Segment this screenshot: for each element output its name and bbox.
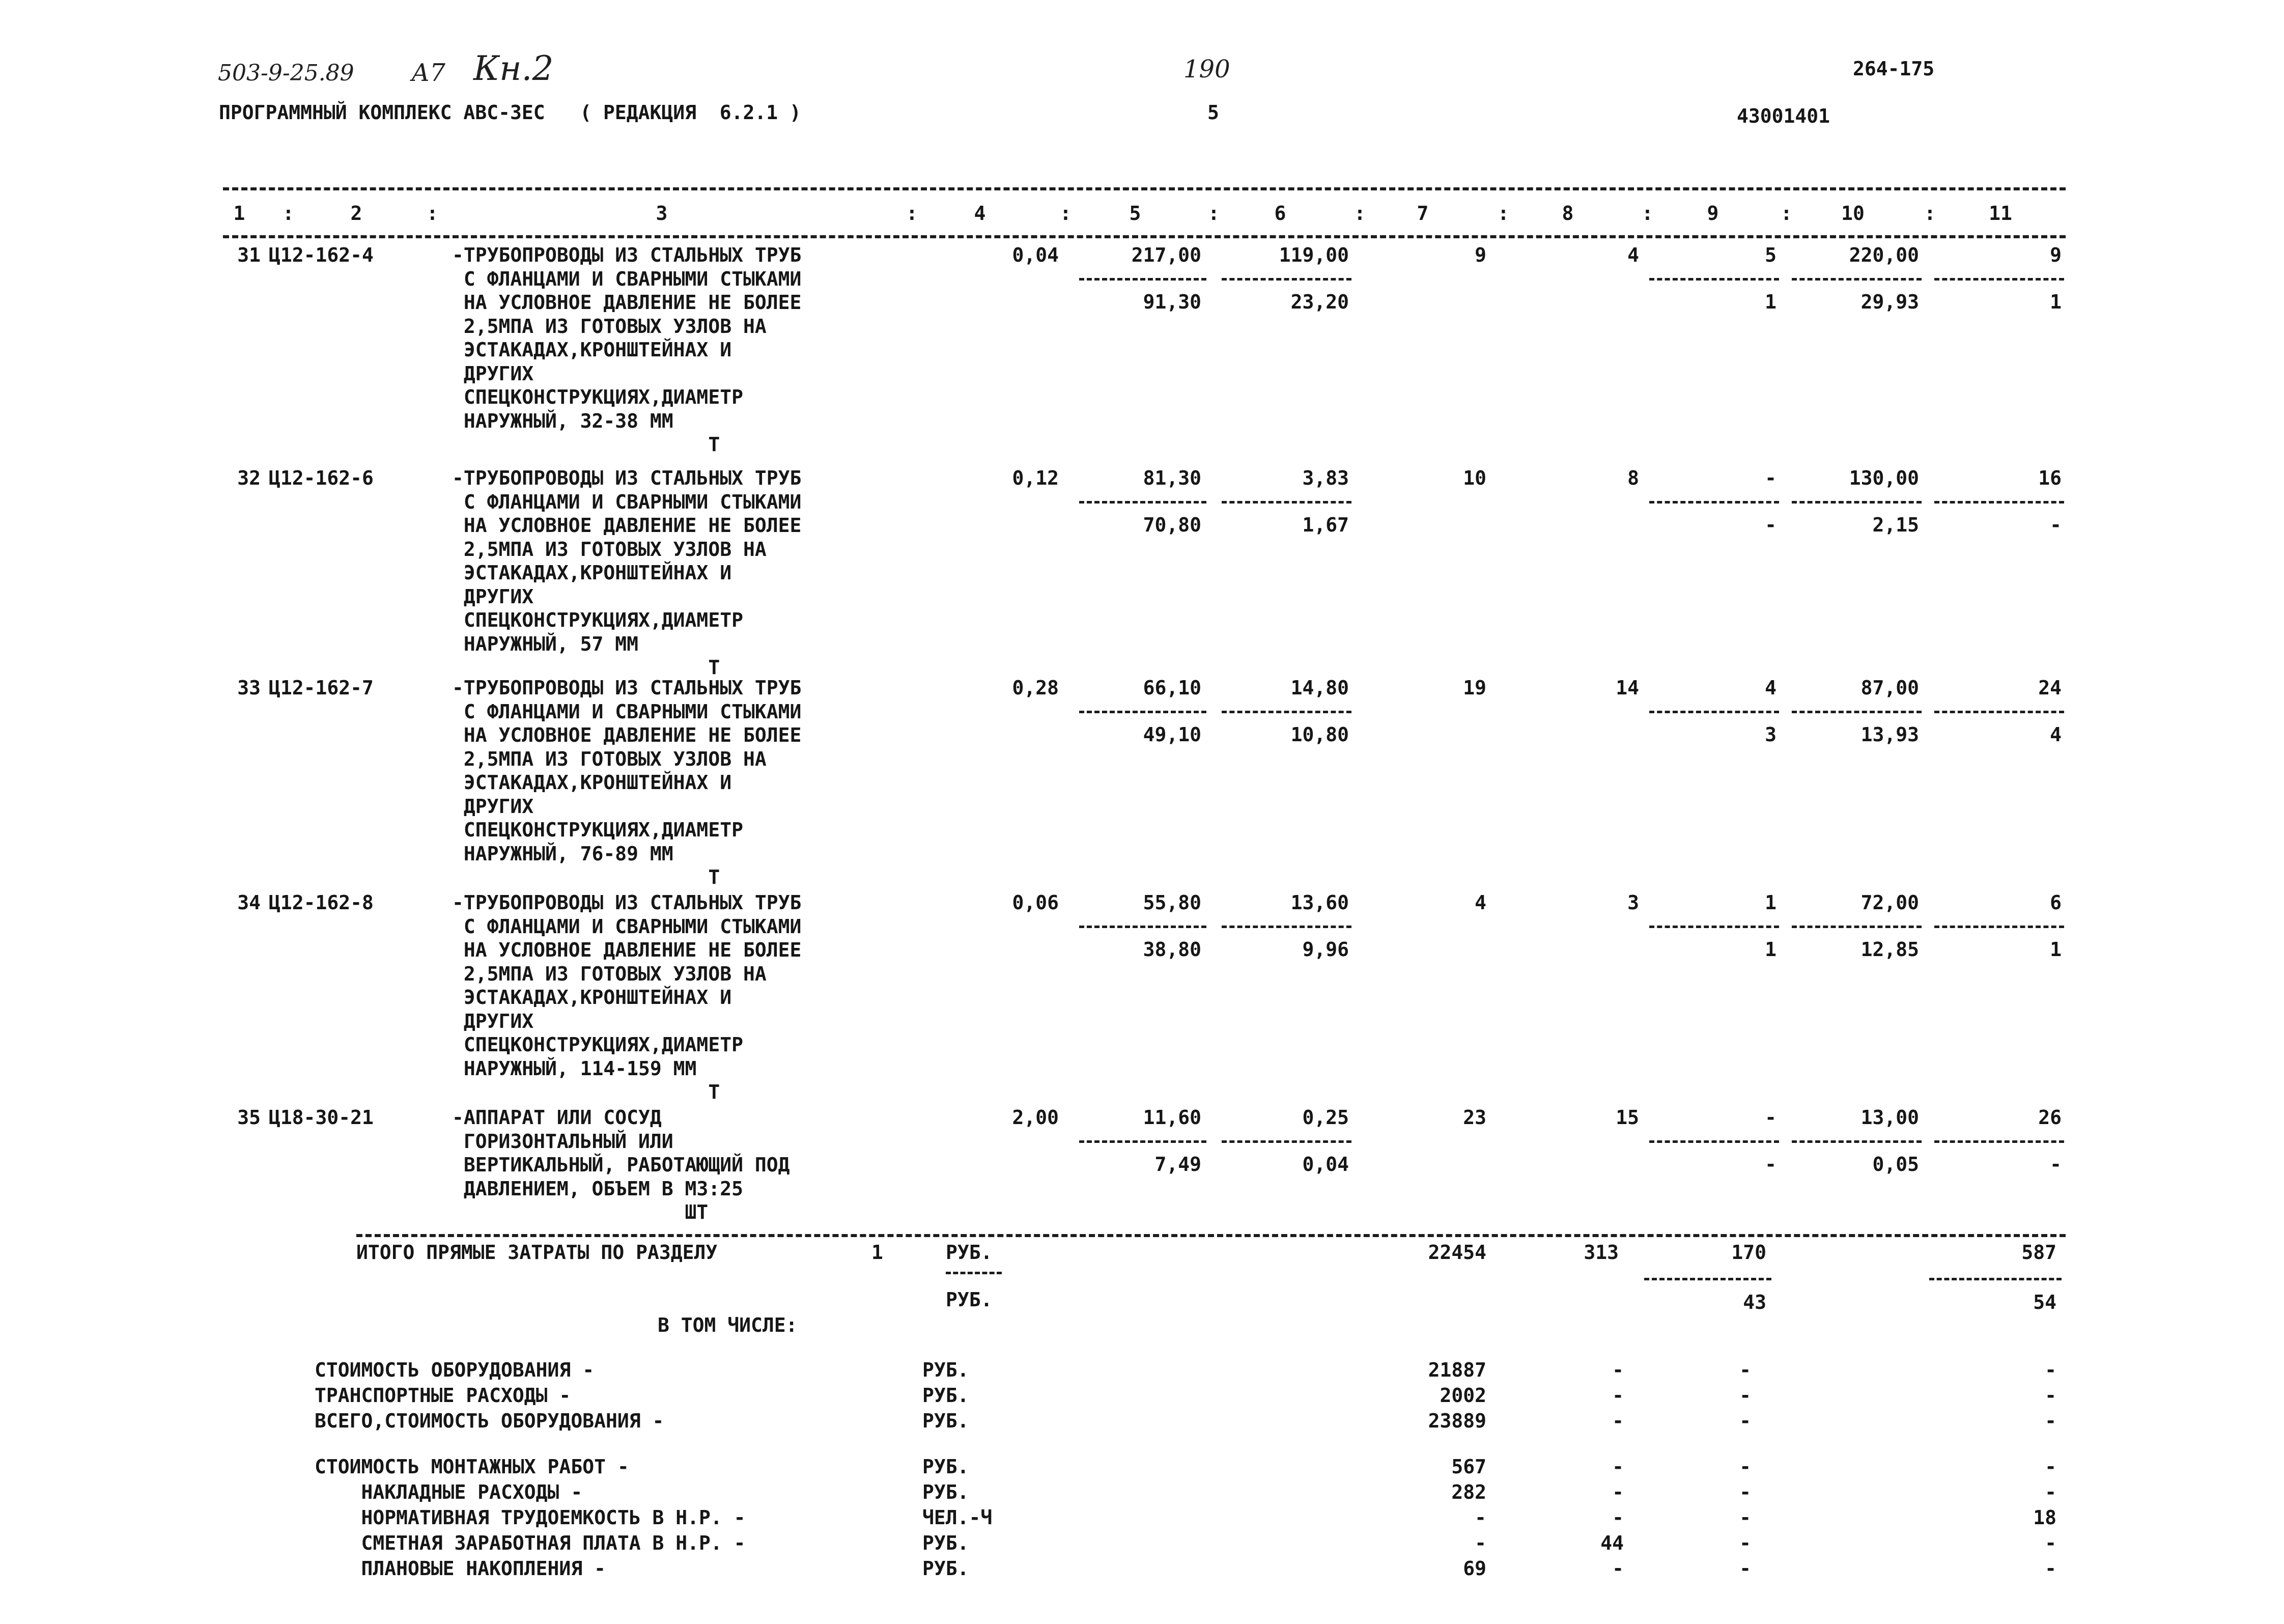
row-code: Ц12-162-4 — [269, 244, 374, 266]
summary-label: ТРАНСПОРТНЫЕ РАСХОДЫ - — [315, 1384, 571, 1407]
cell-col6-top: 3,83 — [1302, 467, 1349, 489]
row-code: Ц12-162-7 — [269, 677, 374, 699]
cell-col8: 4 — [1627, 244, 1639, 266]
cell-col9-bottom: 1 — [1765, 291, 1777, 313]
column-header: 1 — [233, 202, 245, 225]
column-header: 11 — [1989, 202, 2012, 225]
fraction-line — [1079, 711, 1206, 713]
description-line: 2,5МПА ИЗ ГОТОВЫХ УЗЛОВ НА — [452, 962, 767, 985]
cell-col6-bottom: 10,80 — [1290, 723, 1349, 746]
description-line: НА УСЛОВНОЕ ДАВЛЕНИЕ НЕ БОЛЕЕ — [452, 514, 802, 537]
totals-col7: 22454 — [1428, 1241, 1486, 1264]
summary-unit: РУБ. — [922, 1455, 969, 1478]
summary-label: НАКЛАДНЫЕ РАСХОДЫ - — [315, 1481, 583, 1503]
summary-col11: - — [2045, 1481, 2056, 1503]
summary-col7: - — [1475, 1506, 1486, 1529]
fraction-line — [1079, 278, 1206, 281]
fraction-line — [1792, 278, 1922, 281]
row-number: 31 — [237, 244, 261, 266]
summary-col11: - — [2045, 1557, 2056, 1580]
summary-col8: 44 — [1600, 1532, 1624, 1554]
fraction-line — [1222, 926, 1351, 928]
fraction-line — [1792, 1140, 1922, 1143]
description-line: Т — [452, 433, 720, 456]
cell-col7: 9 — [1475, 244, 1486, 266]
description-line: С ФЛАНЦАМИ И СВАРНЫМИ СТЫКАМИ — [452, 490, 802, 513]
cell-col8: 15 — [1616, 1106, 1639, 1129]
summary-col8: - — [1612, 1557, 1624, 1580]
cell-col7: 4 — [1475, 891, 1486, 914]
cell-col10-bottom: 12,85 — [1860, 938, 1919, 961]
summary-label: СТОИМОСТЬ ОБОРУДОВАНИЯ - — [315, 1359, 595, 1381]
description-line: ЭСТАКАДАХ,КРОНШТЕЙНАХ И — [452, 562, 732, 584]
fraction-line — [1792, 926, 1922, 928]
totals-unit-b: РУБ. — [946, 1289, 993, 1311]
unit-underline — [946, 1272, 1002, 1274]
fraction-line — [1649, 278, 1779, 281]
column-separator: : — [906, 202, 918, 225]
column-header: 2 — [350, 202, 362, 225]
summary-unit: РУБ. — [922, 1481, 969, 1503]
cell-col10-top: 220,00 — [1849, 244, 1919, 266]
summary-col8: - — [1612, 1506, 1624, 1529]
cell-col6-bottom: 9,96 — [1302, 938, 1349, 961]
description-line: 2,5МПА ИЗ ГОТОВЫХ УЗЛОВ НА — [452, 538, 767, 561]
table-top-rule — [223, 187, 2066, 190]
row-number: 33 — [237, 677, 261, 699]
cell-col5-bottom: 49,10 — [1143, 723, 1201, 746]
column-separator: : — [1498, 202, 1509, 225]
cell-col6-bottom: 0,04 — [1302, 1153, 1349, 1175]
cell-col7: 23 — [1463, 1106, 1486, 1129]
cell-col4: 0,28 — [1012, 677, 1059, 699]
cell-col10-bottom: 0,05 — [1872, 1153, 1919, 1175]
cell-col11-top: 26 — [2038, 1106, 2062, 1129]
column-header: 6 — [1274, 202, 1286, 225]
summary-col11: - — [2045, 1455, 2056, 1478]
handwritten-book: Кн.2 — [473, 49, 554, 88]
description-line: ЭСТАКАДАХ,КРОНШТЕЙНАХ И — [452, 339, 732, 361]
column-separator: : — [1060, 202, 1071, 225]
description-line: НА УСЛОВНОЕ ДАВЛЕНИЕ НЕ БОЛЕЕ — [452, 724, 802, 746]
cell-col6-top: 119,00 — [1279, 244, 1349, 266]
summary-col9: - — [1739, 1481, 1751, 1503]
cell-col4: 0,06 — [1012, 891, 1059, 914]
summary-col7: 567 — [1451, 1455, 1486, 1478]
summary-col7: 69 — [1463, 1557, 1486, 1580]
summary-label: ВСЕГО,СТОИМОСТЬ ОБОРУДОВАНИЯ - — [315, 1410, 664, 1432]
cell-col11-bottom: 4 — [2050, 723, 2062, 746]
cell-col10-top: 13,00 — [1860, 1106, 1919, 1129]
cell-col11-bottom: 1 — [2050, 938, 2062, 961]
row-number: 34 — [237, 891, 261, 914]
summary-col9: - — [1739, 1455, 1751, 1478]
description-line: ДРУГИХ — [452, 585, 534, 608]
fraction-line — [1222, 501, 1351, 503]
cell-col9-top: 1 — [1765, 891, 1777, 914]
description-line: ВЕРТИКАЛЬНЫЙ, РАБОТАЮЩИЙ ПОД — [452, 1154, 790, 1176]
cell-col8: 3 — [1627, 891, 1639, 914]
summary-label: НОРМАТИВНАЯ ТРУДОЕМКОСТЬ В Н.Р. - — [315, 1506, 746, 1529]
fraction-line — [1792, 501, 1922, 503]
cell-col6-bottom: 1,67 — [1302, 514, 1349, 536]
cell-col9-top: 4 — [1765, 677, 1777, 699]
fraction-line — [1934, 278, 2064, 281]
summary-col11: - — [2045, 1410, 2056, 1432]
summary-unit: РУБ. — [922, 1410, 969, 1432]
totals-col8: 313 — [1584, 1241, 1619, 1264]
summary-col9: - — [1739, 1506, 1751, 1529]
summary-col8: - — [1612, 1481, 1624, 1503]
fraction-line — [1079, 501, 1206, 503]
cell-col10-bottom: 2,15 — [1872, 514, 1919, 536]
fraction-line — [1934, 1140, 2064, 1143]
summary-unit: ЧЕЛ.-Ч — [922, 1506, 993, 1529]
handwritten-code: 503-9-25.89 — [218, 60, 354, 86]
cell-col5-top: 55,80 — [1143, 891, 1201, 914]
description-line: ДАВЛЕНИЕМ, ОБЪЕМ В М3:25 — [452, 1177, 743, 1200]
summary-unit: РУБ. — [922, 1557, 969, 1580]
totals-col9b: 43 — [1743, 1291, 1766, 1313]
description-line: С ФЛАНЦАМИ И СВАРНЫМИ СТЫКАМИ — [452, 700, 802, 723]
cell-col7: 10 — [1463, 467, 1486, 489]
summary-unit: РУБ. — [922, 1384, 969, 1407]
description-line: -ТРУБОПРОВОДЫ ИЗ СТАЛЬНЫХ ТРУБ — [452, 891, 802, 914]
summary-col7: 2002 — [1440, 1384, 1486, 1407]
document-number: 43001401 — [1737, 105, 1830, 127]
description-line: ДРУГИХ — [452, 795, 534, 818]
handwritten-page-number: 190 — [1183, 55, 1230, 83]
description-line: -ТРУБОПРОВОДЫ ИЗ СТАЛЬНЫХ ТРУБ — [452, 244, 802, 266]
description-line: НАРУЖНЫЙ, 114-159 ММ — [452, 1057, 697, 1080]
row-code: Ц12-162-6 — [269, 467, 374, 489]
table-bottom-rule — [356, 1234, 2066, 1237]
fraction-line — [1929, 1278, 2062, 1280]
column-separator: : — [1642, 202, 1653, 225]
description-line: ДРУГИХ — [452, 362, 534, 385]
cell-col5-bottom: 7,49 — [1154, 1153, 1201, 1175]
cell-col4: 0,04 — [1012, 244, 1059, 266]
cell-col5-bottom: 70,80 — [1143, 514, 1201, 536]
row-code: Ц12-162-8 — [269, 891, 374, 914]
fraction-line — [1649, 1140, 1779, 1143]
fraction-line — [1934, 501, 2064, 503]
description-line: СПЕЦКОНСТРУКЦИЯХ,ДИАМЕТР — [452, 609, 743, 631]
summary-col9: - — [1739, 1359, 1751, 1381]
row-description — [452, 466, 801, 680]
fraction-line — [1649, 926, 1779, 928]
table-header-rule — [223, 235, 2066, 238]
summary-col9: - — [1739, 1410, 1751, 1432]
cell-col9-top: - — [1765, 1106, 1777, 1129]
row-description — [452, 891, 801, 1104]
summary-unit: РУБ. — [922, 1532, 969, 1554]
row-number: 35 — [237, 1106, 261, 1129]
column-separator: : — [1924, 202, 1936, 225]
description-line: -ТРУБОПРОВОДЫ ИЗ СТАЛЬНЫХ ТРУБ — [452, 677, 802, 699]
description-line: -ТРУБОПРОВОДЫ ИЗ СТАЛЬНЫХ ТРУБ — [452, 467, 802, 489]
column-header: 8 — [1562, 202, 1574, 225]
summary-col7: 282 — [1451, 1481, 1486, 1503]
description-line: ШТ — [452, 1201, 709, 1223]
fraction-line — [1079, 926, 1206, 928]
description-line: СПЕЦКОНСТРУКЦИЯХ,ДИАМЕТР — [452, 819, 743, 841]
column-separator: : — [427, 202, 438, 225]
column-separator: : — [283, 202, 294, 225]
cell-col9-bottom: - — [1765, 514, 1777, 536]
cell-col5-top: 11,60 — [1143, 1106, 1201, 1129]
totals-label: ИТОГО ПРЯМЫЕ ЗАТРАТЫ ПО РАЗДЕЛУ — [356, 1241, 718, 1264]
cell-col11-bottom: 1 — [2050, 291, 2062, 313]
cell-col6-top: 0,25 — [1302, 1106, 1349, 1129]
row-number: 32 — [237, 467, 261, 489]
column-separator: : — [1208, 202, 1220, 225]
description-line: Т — [452, 656, 720, 679]
cell-col11-bottom: - — [2050, 514, 2062, 536]
description-line: Т — [452, 1081, 720, 1103]
page-number: 5 — [1207, 101, 1219, 124]
fraction-line — [1222, 1140, 1351, 1143]
summary-col9: - — [1739, 1384, 1751, 1407]
description-line: НАРУЖНЫЙ, 32-38 ММ — [452, 409, 673, 432]
description-line: НАРУЖНЫЙ, 76-89 ММ — [452, 842, 673, 865]
cell-col5-bottom: 38,80 — [1143, 938, 1201, 961]
description-line: ЭСТАКАДАХ,КРОНШТЕЙНАХ И — [452, 771, 732, 794]
description-line: СПЕЦКОНСТРУКЦИЯХ,ДИАМЕТР — [452, 1033, 743, 1056]
column-header: 10 — [1841, 202, 1865, 225]
cell-col4: 0,12 — [1012, 467, 1059, 489]
cell-col9-top: 5 — [1765, 244, 1777, 266]
cell-col10-top: 130,00 — [1849, 467, 1919, 489]
fraction-line — [1934, 711, 2064, 713]
column-header: 4 — [974, 202, 986, 225]
description-line: С ФЛАНЦАМИ И СВАРНЫМИ СТЫКАМИ — [452, 915, 802, 938]
summary-col8: - — [1612, 1455, 1624, 1478]
row-description — [452, 676, 801, 889]
cell-col4: 2,00 — [1012, 1106, 1059, 1129]
fraction-line — [1222, 278, 1351, 281]
description-line: С ФЛАНЦАМИ И СВАРНЫМИ СТЫКАМИ — [452, 267, 802, 290]
description-line: 2,5МПА ИЗ ГОТОВЫХ УЗЛОВ НА — [452, 315, 767, 338]
cell-col11-top: 24 — [2038, 677, 2062, 699]
summary-col11: - — [2045, 1384, 2056, 1407]
totals-col9a: 170 — [1731, 1241, 1766, 1264]
description-line: ДРУГИХ — [452, 1010, 534, 1032]
totals-col11a: 587 — [2021, 1241, 2056, 1264]
summary-col8: - — [1612, 1384, 1624, 1407]
fraction-line — [1792, 711, 1922, 713]
summary-col7: - — [1475, 1532, 1486, 1554]
summary-col9: - — [1739, 1557, 1751, 1580]
handwritten-album: А7 — [411, 59, 445, 87]
cell-col11-bottom: - — [2050, 1153, 2062, 1175]
cell-col8: 14 — [1616, 677, 1639, 699]
summary-label: СМЕТНАЯ ЗАРАБОТНАЯ ПЛАТА В Н.Р. - — [315, 1532, 746, 1554]
summary-col7: 23889 — [1428, 1410, 1486, 1432]
description-line: -АППАРАТ ИЛИ СОСУД — [452, 1106, 662, 1129]
summary-col9: - — [1739, 1532, 1751, 1554]
summary-col8: - — [1612, 1359, 1624, 1381]
row-description — [452, 1106, 789, 1224]
fraction-line — [1644, 1278, 1771, 1280]
fraction-line — [1649, 501, 1779, 503]
row-code: Ц18-30-21 — [269, 1106, 374, 1129]
cell-col8: 8 — [1627, 467, 1639, 489]
column-header: 3 — [656, 202, 668, 225]
cell-col9-bottom: - — [1765, 1153, 1777, 1175]
cell-col9-bottom: 3 — [1765, 723, 1777, 746]
cell-col11-top: 6 — [2050, 891, 2062, 914]
cell-col5-top: 217,00 — [1131, 244, 1201, 266]
description-line: 2,5МПА ИЗ ГОТОВЫХ УЗЛОВ НА — [452, 747, 767, 770]
column-header: 7 — [1417, 202, 1429, 225]
cell-col5-top: 66,10 — [1143, 677, 1201, 699]
program-title: ПРОГРАММНЫЙ КОМПЛЕКС АВС-3ЕС ( РЕДАКЦИЯ 6.2.1 ) — [219, 101, 801, 124]
summary-col8: - — [1612, 1410, 1624, 1432]
cell-col9-top: - — [1765, 467, 1777, 489]
cell-col7: 19 — [1463, 677, 1486, 699]
description-line: СПЕЦКОНСТРУКЦИЯХ,ДИАМЕТР — [452, 386, 743, 408]
cell-col6-bottom: 23,20 — [1290, 291, 1349, 313]
summary-unit: РУБ. — [922, 1359, 969, 1381]
summary-col11: - — [2045, 1532, 2056, 1554]
fraction-line — [1649, 711, 1779, 713]
cell-col9-bottom: 1 — [1765, 938, 1777, 961]
including-label: В ТОМ ЧИСЛЕ: — [658, 1314, 798, 1336]
fraction-line — [1079, 1140, 1206, 1143]
summary-col7: 21887 — [1428, 1359, 1486, 1381]
cell-col6-top: 13,60 — [1290, 891, 1349, 914]
summary-col11: 18 — [2033, 1506, 2056, 1529]
row-description — [452, 243, 801, 457]
summary-label: СТОИМОСТЬ МОНТАЖНЫХ РАБОТ - — [315, 1455, 629, 1478]
cell-col5-top: 81,30 — [1143, 467, 1201, 489]
description-line: НА УСЛОВНОЕ ДАВЛЕНИЕ НЕ БОЛЕЕ — [452, 291, 802, 314]
cell-col11-top: 16 — [2038, 467, 2062, 489]
summary-label: ПЛАНОВЫЕ НАКОПЛЕНИЯ - — [315, 1557, 606, 1580]
summary-col11: - — [2045, 1359, 2056, 1381]
cell-col6-top: 14,80 — [1290, 677, 1349, 699]
cell-col11-top: 9 — [2050, 244, 2062, 266]
description-line: НА УСЛОВНОЕ ДАВЛЕНИЕ НЕ БОЛЕЕ — [452, 939, 802, 961]
cell-col10-bottom: 29,93 — [1860, 291, 1919, 313]
cell-col10-top: 72,00 — [1860, 891, 1919, 914]
description-line: Т — [452, 866, 720, 888]
description-line: ЭСТАКАДАХ,КРОНШТЕЙНАХ И — [452, 986, 732, 1009]
column-header: 9 — [1707, 202, 1719, 225]
column-header: 5 — [1129, 202, 1141, 225]
column-separator: : — [1354, 202, 1366, 225]
fraction-line — [1934, 926, 2064, 928]
totals-unit-a: РУБ. — [946, 1241, 993, 1264]
column-separator: : — [1781, 202, 1792, 225]
totals-col11b: 54 — [2033, 1291, 2056, 1313]
description-line: НАРУЖНЫЙ, 57 ММ — [452, 632, 639, 655]
cell-col5-bottom: 91,30 — [1143, 291, 1201, 313]
cell-col10-top: 87,00 — [1860, 677, 1919, 699]
totals-section-number: 1 — [871, 1241, 883, 1264]
cell-col10-bottom: 13,93 — [1860, 723, 1919, 746]
fraction-line — [1222, 711, 1351, 713]
document-code: 264-175 — [1853, 58, 1935, 80]
description-line: ГОРИЗОНТАЛЬНЫЙ ИЛИ — [452, 1130, 673, 1153]
